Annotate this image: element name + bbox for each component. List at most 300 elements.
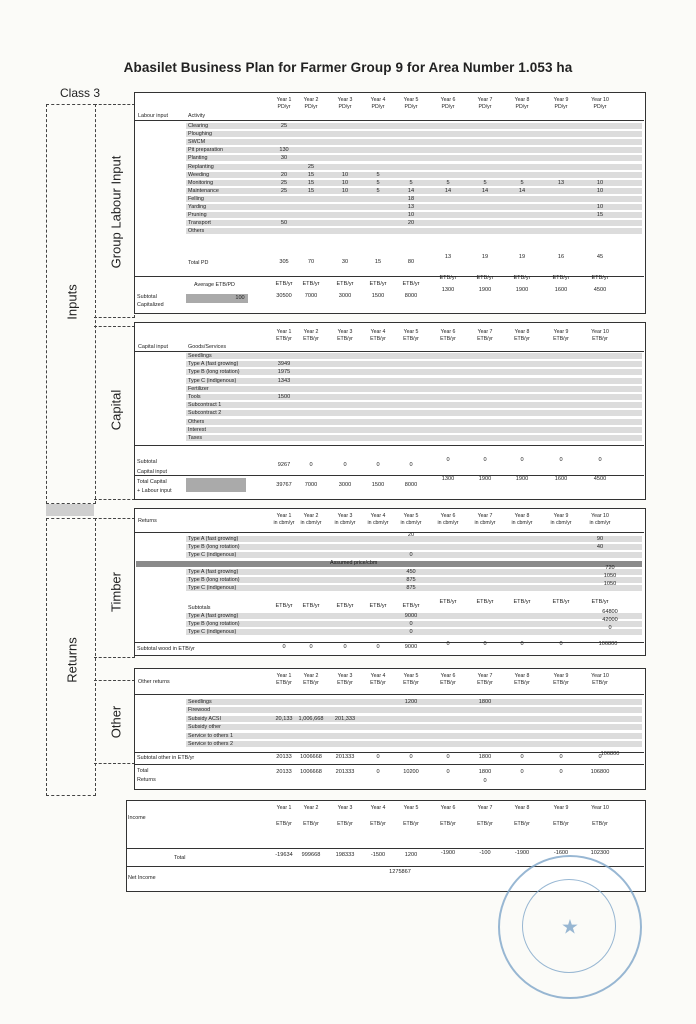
capital-value: 3949 <box>277 361 291 368</box>
price-item: Type C (indigenous) <box>188 585 237 592</box>
labour-value: 14 <box>444 187 452 194</box>
timber-volume: 0 <box>409 552 413 559</box>
unit-header: ETB/yr <box>553 336 569 342</box>
price-value-right: 720 <box>605 565 615 571</box>
price-value: 875 <box>406 585 416 592</box>
etb-unit: ETB/yr <box>336 603 354 609</box>
etb-unit: ETB/yr <box>591 599 609 605</box>
year-header: Year 1 <box>276 673 292 679</box>
subtotal-other-label: Subtotal other in ETB/yr <box>137 755 195 761</box>
extra-value: 0 <box>483 778 487 784</box>
inputs-label: Inputs <box>64 284 80 320</box>
timber-volume-item: Type A (fast growing) <box>188 536 239 542</box>
subtotal-wood: 0 <box>446 641 450 647</box>
unit-header: PD/yr <box>404 104 418 110</box>
etb-unit: ETB/yr <box>402 603 420 609</box>
unit-header: ETB/yr <box>440 336 456 342</box>
income-total: -100 <box>479 850 491 856</box>
income-total: 102300 <box>590 850 610 856</box>
capital-item: Interest <box>188 426 206 433</box>
year-header: Year 7 <box>477 513 493 519</box>
year-header: Year 9 <box>553 673 569 679</box>
unit-header: ETB/yr <box>337 680 353 686</box>
total-capital-box <box>186 478 246 492</box>
capital-total: 1900 <box>515 476 529 482</box>
other-value: 1800 <box>478 699 492 705</box>
income-total: -1900 <box>514 850 530 856</box>
other-item: Subsidy ACSI <box>188 715 221 722</box>
col-header: Capital input <box>138 344 168 350</box>
row-shading <box>186 155 642 161</box>
other-item: Seedlings <box>188 699 212 705</box>
divider <box>134 752 644 753</box>
capital-item: Type C (indigenous) <box>188 377 237 384</box>
row-shading <box>186 544 642 550</box>
subtotal-wood-label: Subtotal wood in ETB/yr <box>137 646 195 652</box>
assumed-price-band <box>136 561 642 567</box>
row-shading <box>186 716 642 722</box>
unit-header: PD/yr <box>515 104 529 110</box>
capital-item: Tools <box>188 394 201 400</box>
year-header: Year 6 <box>440 329 456 335</box>
unit-header: ETB/yr <box>514 821 530 827</box>
capital-item: Seedlings <box>188 353 212 359</box>
price-value: 875 <box>406 577 416 584</box>
row-shading <box>186 741 642 747</box>
row-shading <box>186 724 642 730</box>
labour-value: 15 <box>307 179 315 186</box>
year-header: Year 7 <box>477 673 493 679</box>
labour-subtotal: 4500 <box>593 287 607 293</box>
capital-total: 8000 <box>404 482 418 488</box>
total-returns: 0 <box>376 769 380 775</box>
capital-label: Capital <box>108 389 124 431</box>
sub-item: Type B (long rotation) <box>188 621 240 628</box>
year-header: Year 1 <box>276 805 292 811</box>
capital-subtotal: 0 <box>598 457 602 463</box>
etb-unit: ETB/yr <box>302 603 320 609</box>
year-header: Year 8 <box>514 513 530 519</box>
etb-unit: ETB/yr <box>369 603 387 609</box>
unit-header: in cbm/yr <box>474 520 496 526</box>
year-header: Year 6 <box>440 805 456 811</box>
labour-value: 10 <box>596 179 604 186</box>
labour-subtotal: 30500 <box>276 293 292 299</box>
labour-total: 305 <box>279 259 289 265</box>
labour-total: 30 <box>341 259 349 265</box>
total-label: Total <box>137 768 149 774</box>
total-returns: 1006668 <box>300 769 322 775</box>
labour-subtotal: 1900 <box>515 287 529 293</box>
labour-total: 45 <box>596 254 604 260</box>
year-header: Year 4 <box>370 97 386 103</box>
capital-total: 3000 <box>338 482 352 488</box>
row-shading <box>186 369 642 375</box>
subtotal-wood: 0 <box>282 644 286 650</box>
col-header: Goods/Services <box>188 344 227 350</box>
net-income-label: Net Income <box>128 875 156 881</box>
labour-value: 50 <box>280 220 288 227</box>
row-shading <box>186 228 642 234</box>
timber-sub-value: 42000 <box>602 617 618 624</box>
labour-value: 10 <box>341 187 349 194</box>
timber-volume-item: Type C (indigenous) <box>188 552 237 559</box>
other-returns-label: Other returns <box>138 679 170 685</box>
capital-value: 1975 <box>277 369 291 376</box>
capital-input-label: Capital input <box>137 469 167 475</box>
subtotal-wood: 0 <box>376 644 380 650</box>
timber-sub-value: 64800 <box>602 609 618 615</box>
row-shading <box>186 123 642 129</box>
unit-header: in cbm/yr <box>550 520 572 526</box>
timber-volume: 20 <box>407 532 415 538</box>
year-header: Year 6 <box>440 673 456 679</box>
labour-subtotal: 7000 <box>304 293 318 299</box>
activity-label: Clearing <box>188 123 209 129</box>
official-seal <box>498 855 642 999</box>
unit-header: ETB/yr <box>403 821 419 827</box>
subtotals-label: Subtotals <box>188 605 211 611</box>
labour-value: 20 <box>280 171 288 178</box>
other-subtotal: 0 <box>598 754 602 760</box>
year-header: Year 9 <box>553 805 569 811</box>
unit-header: in cbm/yr <box>334 520 356 526</box>
unit-header: in cbm/yr <box>589 520 611 526</box>
capital-item: Type A (fast growing) <box>188 361 239 368</box>
income-total-label: Total <box>174 855 186 861</box>
subtotal-wood: 0 <box>559 641 563 647</box>
labour-total: 19 <box>481 254 489 260</box>
year-header: Year 1 <box>276 329 292 335</box>
total-returns: 106800 <box>590 769 610 775</box>
year-header: Year 10 <box>591 97 609 103</box>
year-header: Year 6 <box>440 513 456 519</box>
year-header: Year 2 <box>303 513 319 519</box>
star-icon: ★ <box>561 916 579 939</box>
col-header: Activity <box>188 113 206 119</box>
divider <box>134 475 644 476</box>
returns-label: Returns <box>64 637 80 683</box>
unit-header: ETB/yr <box>553 821 569 827</box>
capital-item: Type B (long rotation) <box>188 369 240 376</box>
year-header: Year 6 <box>440 97 456 103</box>
etb-unit: ETB/yr <box>369 281 387 287</box>
subtotal-wood: 0 <box>520 641 524 647</box>
unit-header: ETB/yr <box>592 821 608 827</box>
other-item: Service to others 2 <box>188 741 233 747</box>
labour-total: 70 <box>307 259 315 265</box>
labour-subtotal: 1900 <box>478 287 492 293</box>
year-header: Year 8 <box>514 97 530 103</box>
subtotal-wood: 0 <box>483 641 487 647</box>
capital-total: 1900 <box>478 476 492 482</box>
other-subtotal: 0 <box>559 754 563 760</box>
capital-subtotal: 9267 <box>277 462 291 468</box>
unit-header: ETB/yr <box>276 336 292 342</box>
capital-item: Subcontract 2 <box>188 410 222 417</box>
income-total: -19634 <box>275 852 293 858</box>
activity-label: Transport <box>188 220 211 227</box>
other-subtotal-right: 106800 <box>600 751 620 757</box>
unit-header: PD/yr <box>371 104 385 110</box>
labour-value: 5 <box>483 179 487 186</box>
unit-header: ETB/yr <box>303 821 319 827</box>
year-header: Year 10 <box>591 329 609 335</box>
capital-item: Subcontract 1 <box>188 402 222 409</box>
unit-header: in cbm/yr <box>511 520 533 526</box>
row-shading <box>186 386 642 392</box>
year-header: Year 10 <box>591 673 609 679</box>
labour-value: 10 <box>596 204 604 210</box>
year-header: Year 7 <box>477 97 493 103</box>
other-subtotal: 0 <box>376 754 380 760</box>
income-label: Income <box>128 815 146 821</box>
other-subtotal: 0 <box>446 754 450 760</box>
labour-subtotal: 1300 <box>441 287 455 293</box>
price-value: 450 <box>406 569 416 575</box>
timber-volume: 90 <box>596 536 604 542</box>
etb-unit: ETB/yr <box>513 275 531 281</box>
capital-item: Taxes <box>188 435 203 441</box>
price-item: Type B (long rotation) <box>188 577 240 584</box>
capital-total: 1300 <box>441 476 455 482</box>
capital-subtotal: 0 <box>376 462 380 468</box>
year-header: Year 5 <box>403 805 419 811</box>
year-header: Year 9 <box>553 513 569 519</box>
unit-header: ETB/yr <box>514 336 530 342</box>
subtotal-wood: 0 <box>343 644 347 650</box>
labour-value: 5 <box>376 187 380 194</box>
row-shading <box>186 164 642 170</box>
labour-value: 5 <box>520 179 524 186</box>
divider <box>134 694 644 695</box>
etb-unit: ETB/yr <box>552 599 570 605</box>
capital-subtotal: 0 <box>446 457 450 463</box>
capital-value: 1500 <box>277 394 291 400</box>
activity-label: Felling <box>188 195 204 202</box>
labour-value: 14 <box>407 187 415 194</box>
activity-label: Maintenance <box>188 187 219 194</box>
income-total: 198333 <box>335 852 355 858</box>
divider <box>126 848 644 849</box>
labour-total: 19 <box>518 254 526 260</box>
class-label: Class 3 <box>60 86 101 100</box>
capital-item: Others <box>188 418 205 425</box>
labour-subtotal: 1600 <box>554 287 568 293</box>
etb-unit: ETB/yr <box>439 599 457 605</box>
unit-header: PD/yr <box>277 104 291 110</box>
row-shading <box>186 707 642 713</box>
price-value-right: 1050 <box>603 581 617 588</box>
row-shading <box>186 427 642 433</box>
year-header: Year 9 <box>553 97 569 103</box>
labour-value: 5 <box>376 171 380 178</box>
other-subtotal: 20133 <box>276 754 292 760</box>
avg-label: Average ETB/PD <box>194 282 235 288</box>
unit-header: ETB/yr <box>276 680 292 686</box>
labour-value: 15 <box>307 171 315 178</box>
activity-label: Monitoring <box>188 179 214 186</box>
subtotal-label: Subtotal <box>137 294 157 300</box>
year-header: Year 2 <box>303 673 319 679</box>
income-total: -1900 <box>440 850 456 856</box>
unit-header: in cbm/yr <box>273 520 295 526</box>
row-shading <box>186 378 642 384</box>
unit-header: ETB/yr <box>276 821 292 827</box>
year-header: Year 2 <box>303 329 319 335</box>
other-subtotal: 0 <box>409 754 413 760</box>
unit-header: ETB/yr <box>440 821 456 827</box>
labour-value: 5 <box>409 179 413 186</box>
labour-subtotal: 1500 <box>371 293 385 299</box>
activity-label: Pruning <box>188 212 207 219</box>
unit-header: PD/yr <box>478 104 492 110</box>
row-shading <box>186 410 642 416</box>
year-header: Year 5 <box>403 513 419 519</box>
unit-header: ETB/yr <box>370 821 386 827</box>
year-header: Year 5 <box>403 329 419 335</box>
etb-unit: ETB/yr <box>302 281 320 287</box>
capital-value: 1343 <box>277 377 291 384</box>
unit-header: PD/yr <box>338 104 352 110</box>
timber-sub-value: 0 <box>409 629 413 636</box>
total-returns: 201333 <box>335 769 355 775</box>
row-shading <box>186 361 642 367</box>
activity-label: Pit preparation <box>188 147 224 154</box>
sub-item: Type A (fast growing) <box>188 613 239 619</box>
row-shading <box>186 131 642 137</box>
income-total: 999668 <box>301 852 321 858</box>
unit-header: ETB/yr <box>553 680 569 686</box>
capital-total: 7000 <box>304 482 318 488</box>
activity-label: Weeding <box>188 171 210 178</box>
year-header: Year 4 <box>370 329 386 335</box>
unit-header: ETB/yr <box>370 680 386 686</box>
labour-value: 14 <box>481 187 489 194</box>
labour-total: 15 <box>374 259 382 265</box>
labour-value: 130 <box>279 147 289 154</box>
etb-unit: ETB/yr <box>513 599 531 605</box>
capital-subtotal: 0 <box>343 462 347 468</box>
etb-unit: ETB/yr <box>402 281 420 287</box>
unit-header: in cbm/yr <box>400 520 422 526</box>
total-capital-label: Total Capital <box>137 479 167 485</box>
year-header: Year 8 <box>514 329 530 335</box>
net-income-value: 1275867 <box>389 869 411 875</box>
timber-sub-value: 0 <box>409 621 413 628</box>
activity-label: Planting <box>188 155 208 162</box>
labour-total: 80 <box>407 259 415 265</box>
labour-total: 16 <box>557 254 565 260</box>
capital-total: 4500 <box>593 476 607 482</box>
labour-total: 13 <box>444 254 452 260</box>
labour-value: 15 <box>596 212 604 219</box>
divider <box>134 764 644 765</box>
unit-header: ETB/yr <box>403 336 419 342</box>
other-subtotal: 201333 <box>335 754 355 760</box>
etb-unit: ETB/yr <box>552 275 570 281</box>
labour-value: 25 <box>307 163 315 170</box>
year-header: Year 4 <box>370 673 386 679</box>
other-value: 20,133 <box>275 715 293 722</box>
activity-label: Replanting <box>188 163 214 170</box>
etb-unit: ETB/yr <box>591 275 609 281</box>
divider <box>134 445 644 446</box>
price-item: Type A (fast growing) <box>188 569 239 575</box>
total-returns: 0 <box>446 769 450 775</box>
capital-subtotal: 0 <box>483 457 487 463</box>
total-returns: 0 <box>520 769 524 775</box>
row-shading <box>186 394 642 400</box>
timber-volume-item: Type B (long rotation) <box>188 544 240 551</box>
unit-header: PD/yr <box>304 104 318 110</box>
divider <box>134 532 644 533</box>
capital-subtotal: 0 <box>520 457 524 463</box>
unit-header: PD/yr <box>593 104 607 110</box>
capital-total: 39767 <box>276 482 292 488</box>
activity-label: Ploughing <box>188 131 212 138</box>
capital-total: 1500 <box>371 482 385 488</box>
etb-unit: ETB/yr <box>476 599 494 605</box>
income-total: 1200 <box>404 852 418 858</box>
labour-value: 15 <box>307 187 315 194</box>
etb-unit: ETB/yr <box>476 275 494 281</box>
year-header: Year 3 <box>337 329 353 335</box>
timber-sub-value: 0 <box>608 625 612 632</box>
unit-header: ETB/yr <box>477 680 493 686</box>
unit-header: ETB/yr <box>303 680 319 686</box>
year-header: Year 9 <box>553 329 569 335</box>
labour-value: 13 <box>407 204 415 210</box>
unit-header: ETB/yr <box>337 821 353 827</box>
unit-header: PD/yr <box>441 104 455 110</box>
subtotal-wood: 9000 <box>404 644 418 650</box>
year-header: Year 7 <box>477 329 493 335</box>
row-shading <box>186 172 642 178</box>
row-shading <box>186 435 642 441</box>
year-header: Year 5 <box>403 673 419 679</box>
labour-value: 30 <box>280 155 288 162</box>
unit-header: ETB/yr <box>337 336 353 342</box>
other-label: Other <box>108 705 124 739</box>
timber-volume: 40 <box>596 544 604 551</box>
other-subtotal: 0 <box>520 754 524 760</box>
income-total: -1500 <box>370 852 386 858</box>
row-shading <box>186 139 642 145</box>
returns-label: Returns <box>138 518 157 524</box>
total-returns: 20133 <box>276 769 292 775</box>
year-header: Year 3 <box>337 513 353 519</box>
assumed-price-label: Assumed price/cbm <box>330 560 378 566</box>
unit-header: ETB/yr <box>303 336 319 342</box>
labour-subtotal: 3000 <box>338 293 352 299</box>
activity-label: Others <box>188 228 205 235</box>
capital-item: Fertilizer <box>188 385 209 392</box>
total-returns: 0 <box>559 769 563 775</box>
page-title: Abasilet Business Plan for Farmer Group 9 for Area Number 1.053 ha <box>123 60 573 75</box>
unit-header: in cbm/yr <box>300 520 322 526</box>
activity-label: Yarding <box>188 204 207 210</box>
labour-value: 18 <box>407 195 415 202</box>
labour-value: 14 <box>518 187 526 194</box>
etb-unit: ETB/yr <box>275 603 293 609</box>
etb-unit: ETB/yr <box>439 275 457 281</box>
other-value: 201,333 <box>334 715 356 722</box>
capital-subtotal: 0 <box>309 462 313 468</box>
year-header: Year 3 <box>337 97 353 103</box>
income-total: -1600 <box>553 850 569 856</box>
year-header: Year 3 <box>337 805 353 811</box>
